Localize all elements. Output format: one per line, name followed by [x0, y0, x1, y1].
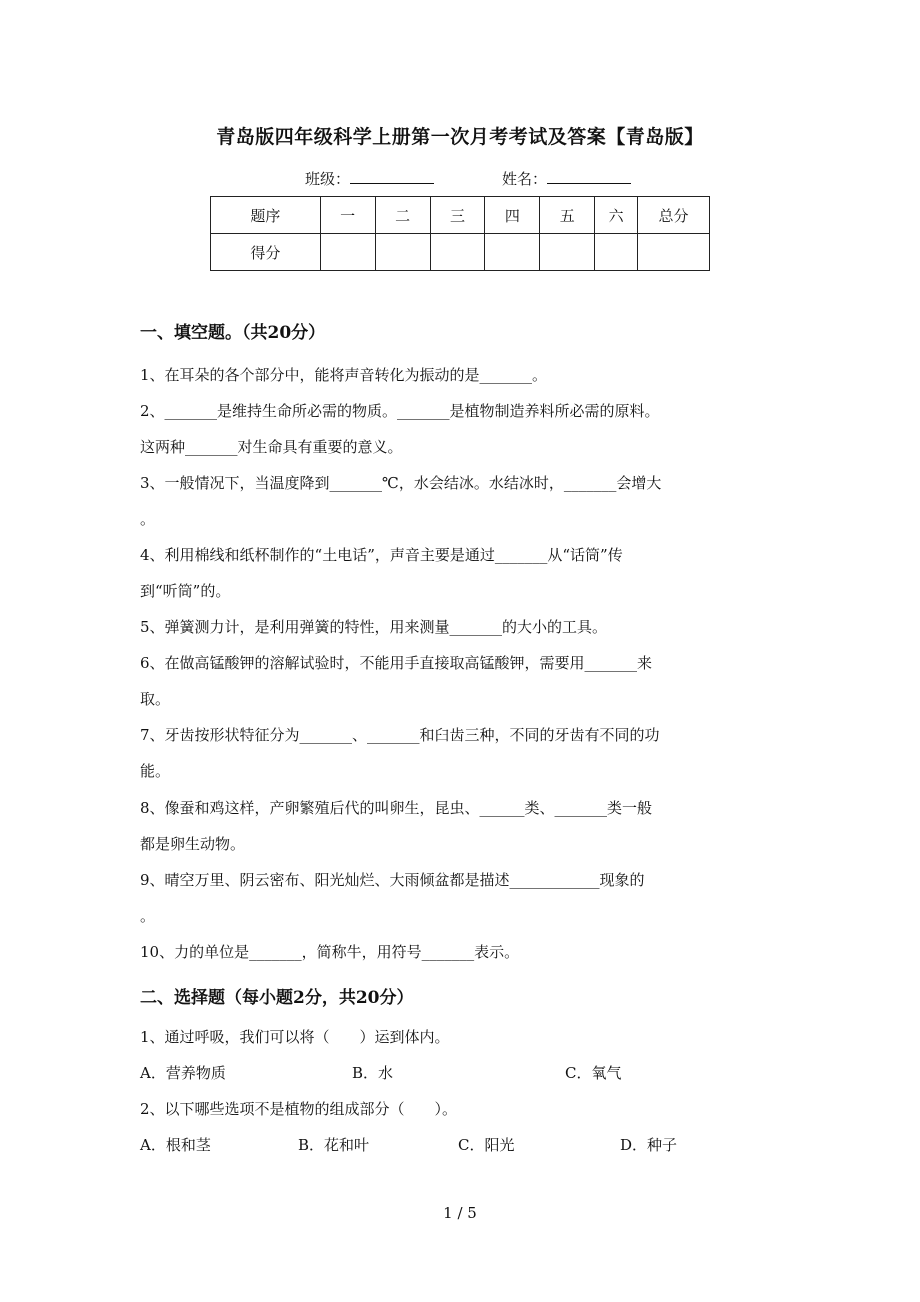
score-header-cell: 一 [320, 197, 375, 234]
mc-question-2: 2、以下哪些选项不是植物的组成部分（ ）。 [140, 1100, 458, 1118]
question-line: 3、一般情况下，当温度降到_______℃，水会结冰。水结冰时，_______会增大 [140, 474, 662, 492]
question-line: 。 [140, 510, 156, 528]
mc-option-b[interactable]: B．花和叶 [298, 1136, 370, 1154]
class-label: 班级： [305, 170, 351, 188]
question-line: 5、弹簧测力计，是利用弹簧的特性，用来测量_______的大小的工具。 [140, 618, 608, 636]
mc-option-a[interactable]: A．根和茎 [140, 1136, 211, 1154]
question-line: 到“听筒”的。 [140, 582, 231, 600]
class-blank[interactable] [350, 169, 434, 184]
question-line: 取。 [140, 690, 171, 708]
score-header-cell: 四 [485, 197, 540, 234]
question-line: 4、利用棉线和纸杯制作的“土电话”，声音主要是通过_______从“话筒”传 [140, 546, 623, 564]
score-header-row [211, 197, 710, 234]
name-label: 姓名： [502, 170, 548, 188]
mc-option-a[interactable]: A．营养物质 [140, 1064, 226, 1082]
question-line: 6、在做高锰酸钾的溶解试验时，不能用手直接取高锰酸钾，需要用_______来 [140, 654, 653, 672]
question-line: 这两种_______对生命具有重要的意义。 [140, 438, 403, 456]
score-header-cell: 总分 [638, 197, 710, 234]
section-1-title: 一、填空题。（共20分） [140, 323, 326, 343]
question-line: 。 [140, 907, 156, 925]
question-line: 10、力的单位是_______，简称牛，用符号_______表示。 [140, 943, 520, 961]
score-table [210, 196, 710, 271]
score-cell[interactable] [320, 234, 375, 271]
score-header-cell: 三 [430, 197, 485, 234]
mc-question-1: 1、通过呼吸，我们可以将（ ）运到体内。 [140, 1028, 450, 1046]
question-line: 7、牙齿按形状特征分为_______、_______和臼齿三种，不同的牙齿有不同的功 [140, 726, 660, 744]
question-line: 1、在耳朵的各个部分中，能将声音转化为振动的是_______。 [140, 366, 548, 384]
name-blank[interactable] [547, 169, 631, 184]
score-row-label: 得分 [211, 234, 321, 271]
name-field [502, 168, 631, 189]
section-2-title: 二、选择题（每小题2分，共20分） [140, 988, 414, 1008]
mc-option-c[interactable]: C．氧气 [565, 1064, 622, 1082]
question-line: 能。 [140, 762, 171, 780]
class-field [305, 168, 434, 189]
score-cell[interactable] [375, 234, 430, 271]
question-line: 9、晴空万里、阴云密布、阳光灿烂、大雨倾盆都是描述____________现象的 [140, 871, 645, 889]
score-header-cell: 五 [540, 197, 595, 234]
mc-option-c[interactable]: C．阳光 [458, 1136, 515, 1154]
score-cell[interactable] [638, 234, 710, 271]
question-line: 8、像蚕和鸡这样，产卵繁殖后代的叫卵生，昆虫、______类、_______类一般 [140, 799, 653, 817]
score-header-cell: 六 [595, 197, 638, 234]
mc-option-b[interactable]: B．水 [352, 1064, 394, 1082]
score-cell[interactable] [430, 234, 485, 271]
score-row [211, 234, 710, 271]
score-cell[interactable] [540, 234, 595, 271]
score-header-cell: 二 [375, 197, 430, 234]
page-title: 青岛版四年级科学上册第一次月考考试及答案【青岛版】 [216, 126, 704, 148]
question-line: 都是卵生动物。 [140, 835, 246, 853]
score-cell[interactable] [595, 234, 638, 271]
score-header-cell: 题序 [211, 197, 321, 234]
mc-option-d[interactable]: D．种子 [620, 1136, 678, 1154]
score-cell[interactable] [485, 234, 540, 271]
question-line: 2、_______是维持生命所必需的物质。_______是植物制造养料所必需的原料。 [140, 402, 660, 420]
page-number: 1 / 5 [443, 1204, 477, 1222]
